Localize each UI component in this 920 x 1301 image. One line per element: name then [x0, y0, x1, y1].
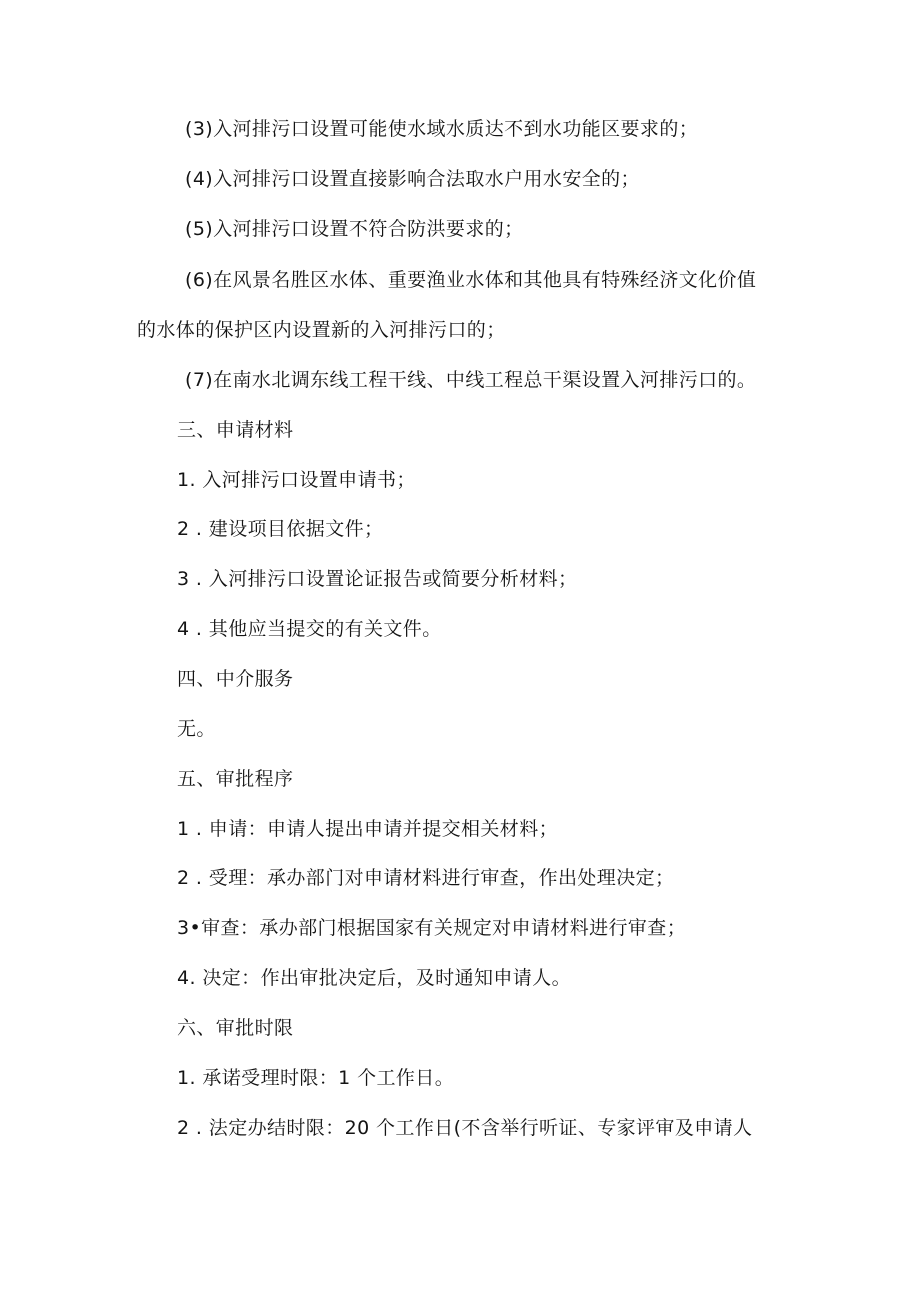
section-heading-approval-time-limit: 六、审批时限 [177, 1017, 294, 1039]
materials-item-1: 1. 入河排污口设置申请书； [177, 469, 416, 491]
section-heading-intermediary-services: 四、中介服务 [177, 668, 294, 690]
paragraph-item-5: (5)入河排污口设置不符合防洪要求的； [185, 218, 524, 240]
paragraph-item-6-continued: 的水体的保护区内设置新的入河排污口的； [137, 319, 506, 341]
materials-item-4: 4 . 其他应当提交的有关文件。 [177, 618, 442, 640]
intermediary-services-text: 无。 [177, 718, 216, 740]
paragraph-item-7: (7)在南水北调东线工程干线、中线工程总干渠设置入河排污口的。 [185, 369, 757, 391]
section-heading-application-materials: 三、申请材料 [177, 419, 294, 441]
paragraph-item-6: (6)在风景名胜区水体、重要渔业水体和其他具有特殊经济文化价值 [185, 269, 757, 291]
paragraph-item-3: (3)入河排污口设置可能使水域水质达不到水功能区要求的； [185, 118, 699, 140]
materials-item-2: 2 . 建设项目依据文件； [177, 518, 384, 540]
procedure-item-1: 1 . 申请：申请人提出申请并提交相关材料； [177, 818, 559, 840]
procedure-item-4: 4. 决定：作出审批决定后，及时通知申请人。 [177, 967, 571, 989]
procedure-item-3: 3•审查：承办部门根据国家有关规定对申请材料进行审查； [177, 917, 687, 939]
time-limit-item-2: 2 . 法定办结时限：20 个工作日(不含举行听证、专家评审及申请人 [177, 1117, 753, 1139]
section-heading-approval-procedure: 五、审批程序 [177, 768, 294, 790]
materials-item-3: 3 . 入河排污口设置论证报告或简要分析材料； [177, 568, 578, 590]
time-limit-item-1: 1. 承诺受理时限：1 个工作日。 [177, 1067, 455, 1089]
procedure-item-2: 2 . 受理：承办部门对申请材料进行审查，作出处理决定； [177, 867, 675, 889]
paragraph-item-4: (4)入河排污口设置直接影响合法取水户用水安全的； [185, 168, 640, 190]
